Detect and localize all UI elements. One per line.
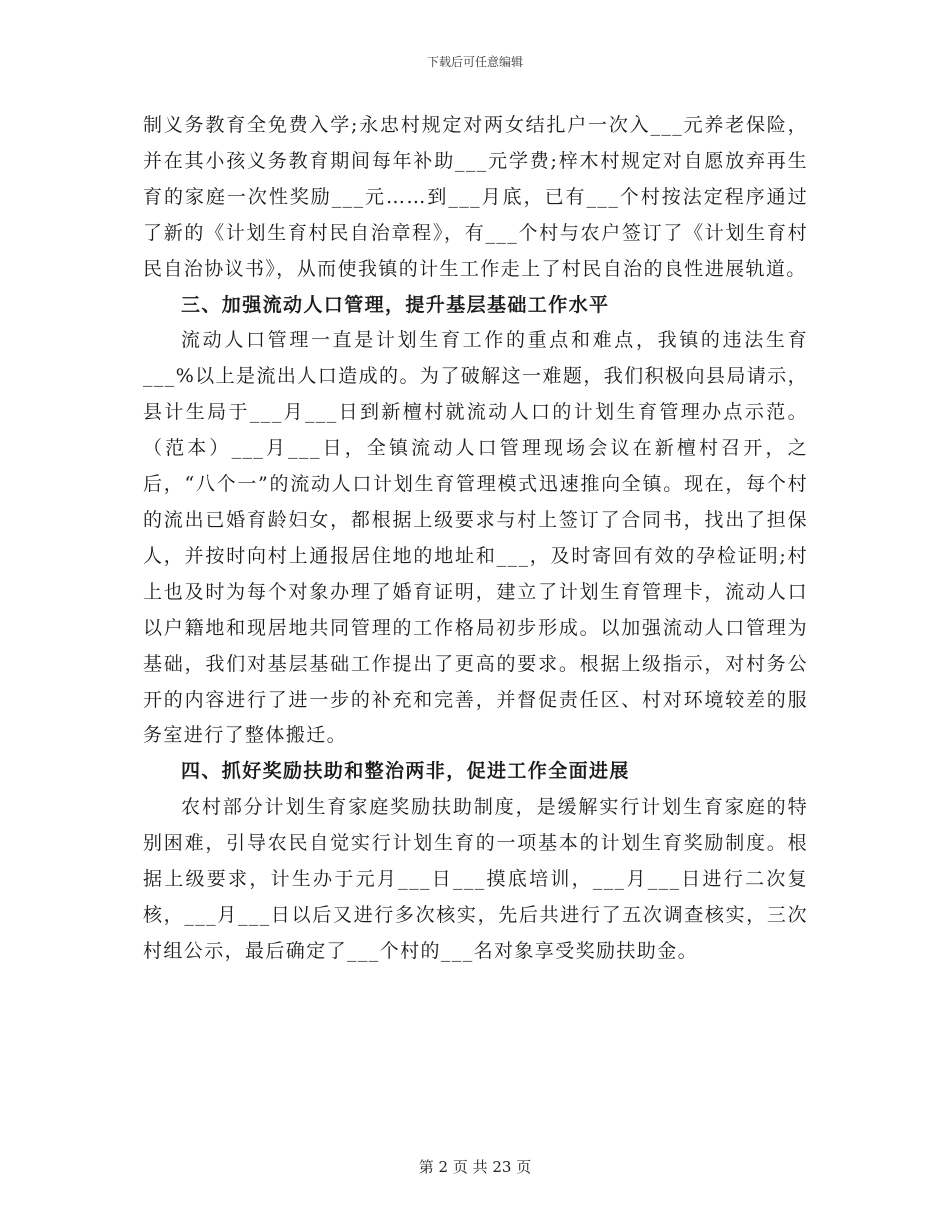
section-heading-4: 四、抓好奖励扶助和整治两非，促进工作全面进展 <box>181 760 630 783</box>
paragraph-floating-population: 流动人口管理一直是计划生育工作的重点和难点，我镇的违法生育___%以上是流出人口造成的。为了破解这一难题，我们积极向县局请示，县计生局于___月___日到新檀村就流动人口的计划生育管理办点示范。（范本）___月___日，全镇流动人口管理现场会议在新檀村召开，之后，“八个一”的流动人口计划生育管理模式迅速推向全镇。现在，每个村的流出已婚育龄妇女，都根据上级要求与村上签订了合同书，找出了担保人，并按时向村上通报居住地的地址和___，及时寄回有效的孕检证明;村上也及时为每个对象办理了婚育证明，建立了计划生育管理卡，流动人口以户籍地和现居地共同管理的工作格局初步形成。以加强流动人口管理为基础，我们对基层基础工作提出了更高的要求。根据上级指示，对村务公开的内容进行了进一步的补充和完善，并督促责任区、村对环境较差的服务室进行了整体搬迁。 <box>143 329 808 747</box>
page-number: 第 2 页 共 23 页 <box>418 1158 532 1176</box>
document-body <box>143 108 808 970</box>
page-header: 下载后可任意编辑 <box>426 55 523 69</box>
paragraph-continuation: 制义务教育全免费入学;永忠村规定对两女结扎户一次入___元养老保险，并在其小孩义务教育期间每年补助___元学费;梓木村规定对自愿放弃再生育的家庭一次性奖励___元……到___月底，已有___个村按法定程序通过了新的《计划生育村民自治章程》，有___个村与农户签订了《计划生育村民自治协议书》，从而使我镇的计生工作走上了村民自治的良性进展轨道。 <box>143 114 808 280</box>
section-heading-3: 三、加强流动人口管理，提升基层基础工作水平 <box>181 293 610 316</box>
paragraph-reward-support: 农村部分计划生育家庭奖励扶助制度，是缓解实行计划生育家庭的特别困难，引导农民自觉实行计划生育的一项基本的计划生育奖励制度。根据上级要求，计生办于元月___日___摸底培训，___月___日进行二次复核，___月___日以后又进行多次核实，先后共进行了五次调查核实，三次村组公示，最后确定了___个村的___名对象享受奖励扶助金。 <box>143 796 808 962</box>
